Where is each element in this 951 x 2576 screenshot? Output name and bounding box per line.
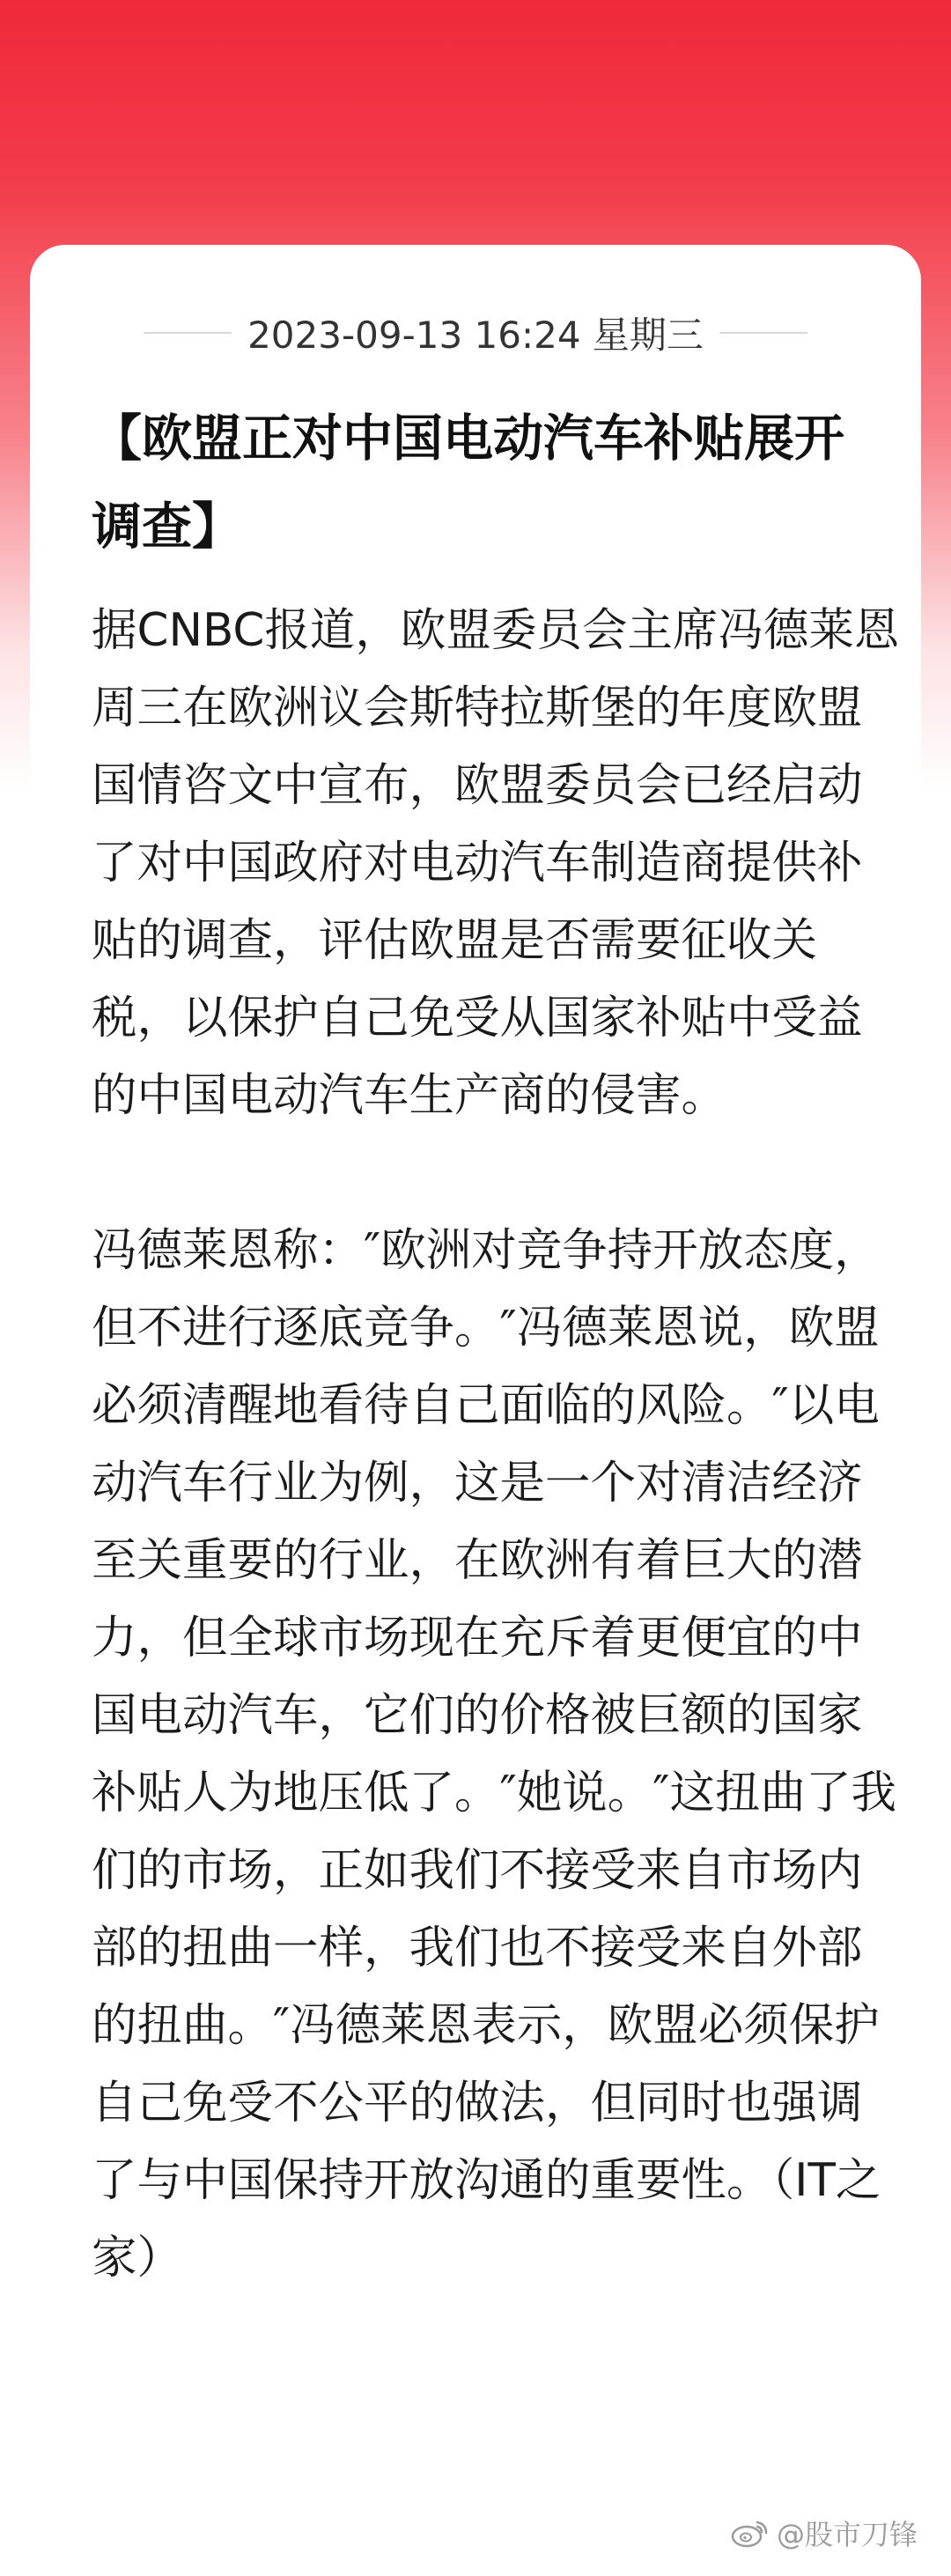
date-row: [30, 306, 921, 359]
weibo-icon: [731, 2517, 770, 2549]
date-divider-left: [144, 332, 232, 334]
article-title: 【欧盟正对中国电动汽车补贴展开调查】: [92, 410, 844, 556]
publish-date: 2023-09-13 16:24 星期三: [247, 314, 704, 357]
date-divider-right: [719, 332, 807, 334]
watermark: [731, 2513, 918, 2553]
article-card: [30, 245, 921, 2535]
watermark-text: @股市刀锋: [776, 2518, 918, 2551]
article-body: 据CNBC报道，欧盟委员会主席冯德莱恩周三在欧洲议会斯特拉斯堡的年度欧盟国情咨文中宣布，欧盟委员会已经启动了对中国政府对电动汽车制造商提供补贴的调查，评估欧盟是否需要征收关税，以保护自己免受从国家补贴中受益的中国电动汽车生产商的侵害。 冯德莱恩称：″欧洲对竞争持开放态度，但不进行逐底竞争。″冯德莱恩说，欧盟必须清醒地看待自己面临的风险。″以电动汽车行业为例，这是一个对清洁经济至关重要的行业，在欧洲有着巨大的潜力，但全球市场现在充斥着更便宜的中国电动汽车，它们的价格被巨额的国家补贴人为地压低了。″她说。″这扭曲了我们的市场，正如我们不接受来自市场内部的扭曲一样，我们也不接受来自外部的扭曲。″冯德莱恩表示，欧盟必须保护自己免受不公平的做法，但同时也强调了与中国保持开放沟通的重要性。（IT之家）: [92, 604, 900, 2284]
